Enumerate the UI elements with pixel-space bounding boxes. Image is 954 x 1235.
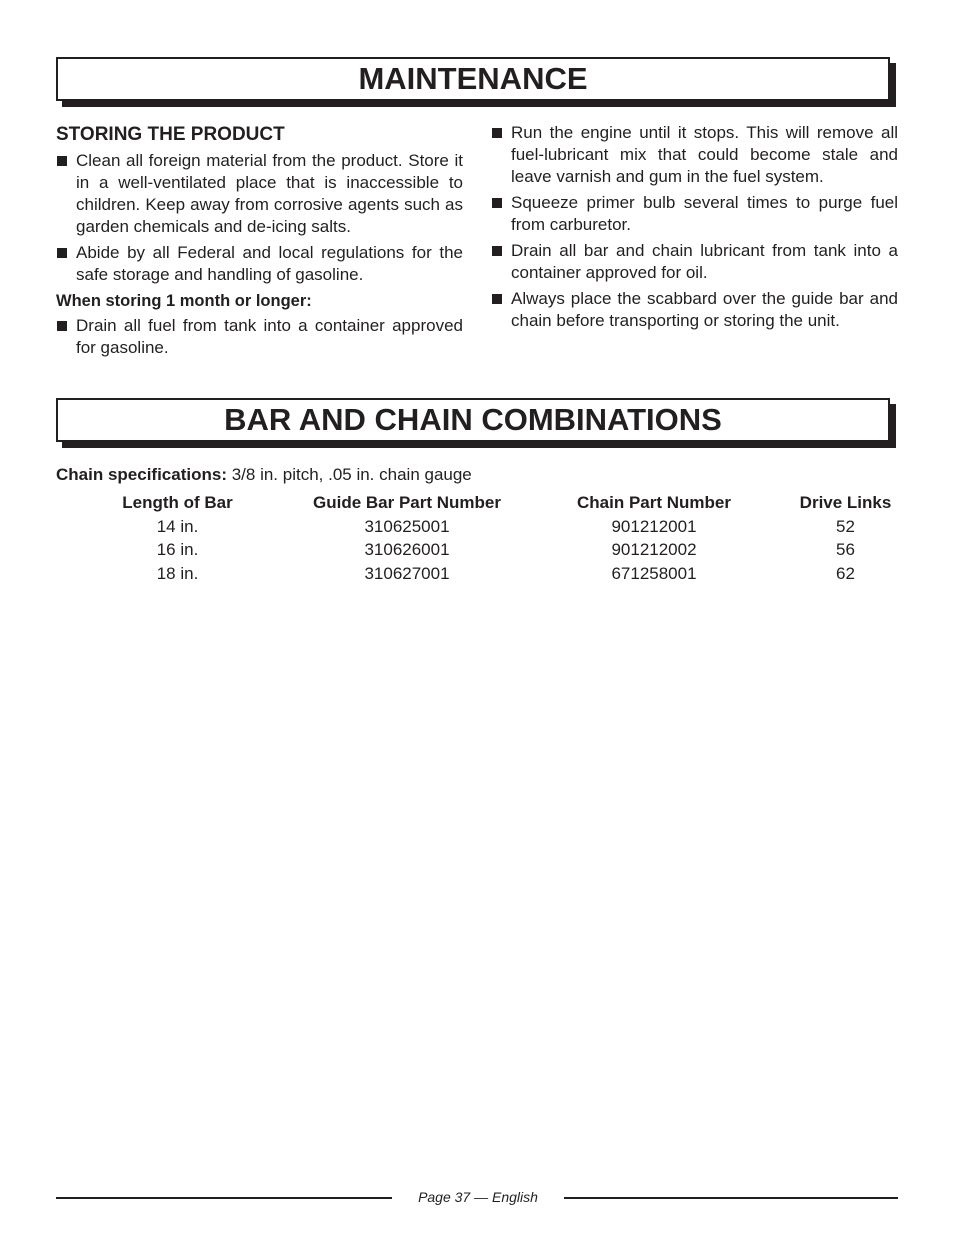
square-bullet-icon [57, 248, 67, 258]
table-cell: 18 in. [156, 563, 199, 583]
table-cell: 52 [836, 516, 855, 536]
square-bullet-icon [57, 156, 67, 166]
page-footer [56, 1187, 898, 1207]
table-cell: 901212002 [611, 540, 697, 560]
table-row [56, 539, 898, 563]
column-header: Drive Links [799, 493, 892, 512]
left-column [56, 122, 463, 363]
right-column [491, 122, 898, 336]
maintenance-title: MAINTENANCE [358, 61, 588, 96]
table-row [56, 515, 898, 539]
storage-steps-list [491, 122, 898, 332]
list-item-text: Always place the scabbard over the guide bar and chain before transporting or storing the unit. [511, 289, 898, 330]
footer-rule-right [564, 1197, 898, 1199]
table-cell: 671258001 [611, 563, 697, 583]
bar-chain-banner [56, 398, 890, 442]
list-item-text: Drain all fuel from tank into a container approved for gasoline. [76, 316, 463, 357]
table-cell: 310626001 [364, 540, 450, 560]
list-item-text: Squeeze primer bulb several times to purge fuel from carburetor. [511, 193, 898, 234]
square-bullet-icon [492, 128, 502, 138]
table-cell: 14 in. [156, 516, 199, 536]
list-item [56, 150, 463, 238]
column-header: Guide Bar Part Number [313, 493, 501, 512]
bar-chain-title: BAR AND CHAIN COMBINATIONS [224, 402, 722, 437]
table-cell: 901212001 [611, 516, 697, 536]
storing-heading: STORING THE PRODUCT [56, 124, 285, 145]
table-header-row [56, 491, 898, 515]
storing-list [56, 150, 463, 286]
table-row [56, 562, 898, 586]
list-item-text: Abide by all Federal and local regulations for the safe storage and handling of gasoline. [76, 243, 463, 284]
square-bullet-icon [492, 246, 502, 256]
table-cell: 56 [836, 540, 855, 560]
list-item [491, 240, 898, 284]
month-list [56, 315, 463, 359]
column-header: Length of Bar [122, 493, 233, 512]
table-cell: 310627001 [364, 563, 450, 583]
list-item [56, 315, 463, 359]
square-bullet-icon [492, 294, 502, 304]
page-number: Page 37 — English [418, 1189, 538, 1205]
list-item [491, 192, 898, 236]
table-cell: 62 [836, 563, 855, 583]
square-bullet-icon [492, 198, 502, 208]
column-header: Chain Part Number [577, 493, 731, 512]
chain-spec-label: Chain specifications: [56, 465, 227, 484]
list-item-text: Drain all bar and chain lubricant from tank into a container approved for oil. [511, 241, 898, 282]
month-heading: When storing 1 month or longer: [56, 292, 312, 310]
square-bullet-icon [57, 321, 67, 331]
table-cell: 310625001 [364, 516, 450, 536]
list-item [491, 288, 898, 332]
chain-specifications [56, 465, 472, 485]
list-item-text: Clean all foreign material from the product. Store it in a well-ventilated place that is inaccessible to children. Keep away from corrosive agents such as garden chemicals and de-icing salts. [76, 151, 463, 236]
list-item-text: Run the engine until it stops. This will remove all fuel-lubricant mix that could become stale and leave varnish and gum in the fuel system. [511, 123, 898, 186]
list-item [491, 122, 898, 188]
table-cell: 16 in. [156, 540, 199, 560]
combinations-table [56, 491, 898, 586]
chain-spec-value: 3/8 in. pitch, .05 in. chain gauge [226, 465, 472, 484]
maintenance-banner [56, 57, 890, 101]
list-item [56, 242, 463, 286]
footer-rule-left [56, 1197, 392, 1199]
